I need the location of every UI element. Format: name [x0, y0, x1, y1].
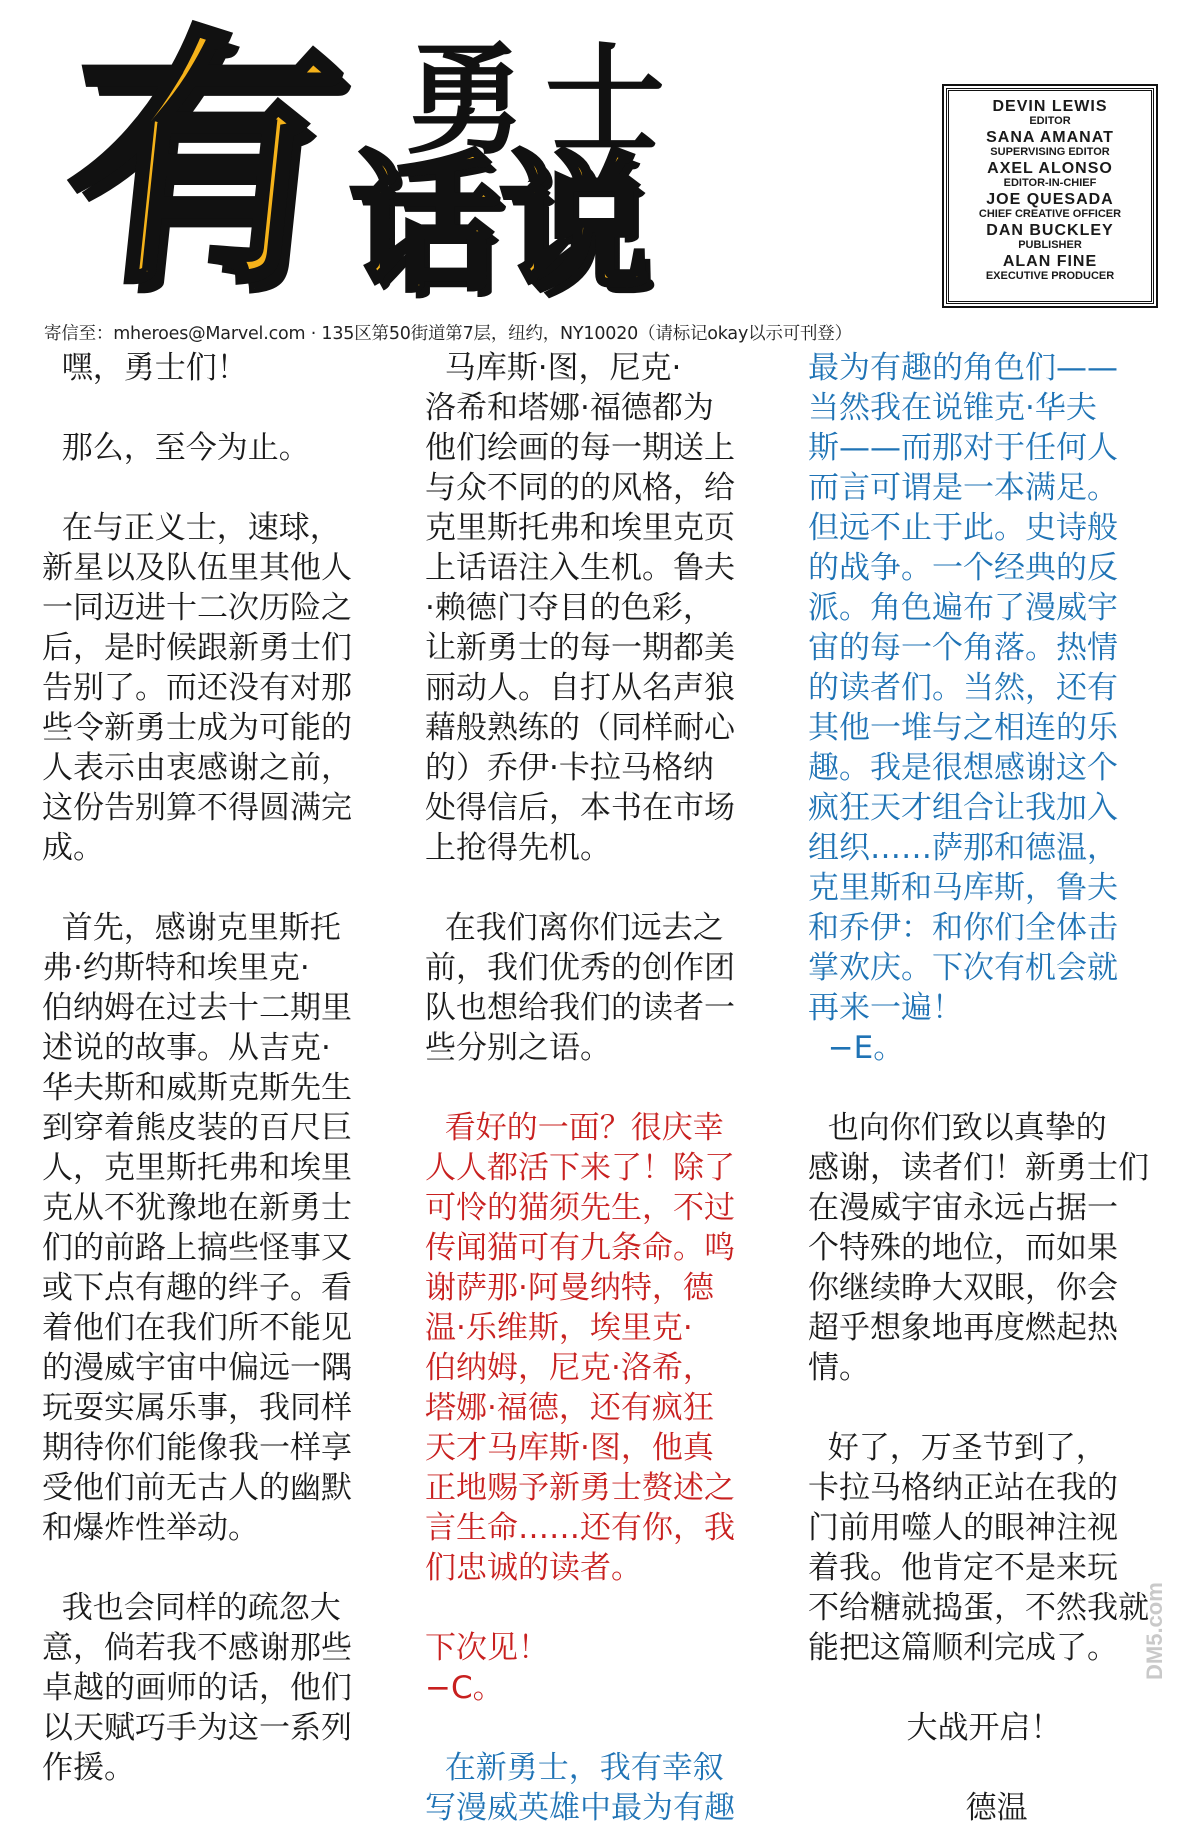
text-line: 们的前路上搞些怪事又	[42, 1230, 352, 1266]
text-line: 伯纳姆在过去十二期里	[42, 990, 352, 1026]
text-line: −E。	[808, 1030, 905, 1066]
text-line: 前，我们优秀的创作团	[425, 950, 735, 986]
text-line: 受他们前无古人的幽默	[42, 1470, 352, 1506]
text-line: 克里斯托弗和埃里克页	[425, 510, 735, 546]
credit-role: EXECUTIVE PRODUCER	[985, 270, 1115, 282]
text-line: 温·乐维斯，埃里克·	[425, 1310, 693, 1346]
text-line: 情。	[808, 1350, 870, 1386]
credit-name: AXEL ALONSO	[987, 160, 1113, 177]
text-line: 们忠诚的读者。	[425, 1550, 642, 1586]
text-line: 斯——而那对于任何人	[808, 430, 1118, 466]
text-line	[425, 868, 790, 908]
credit-role: EDITOR	[1029, 115, 1071, 127]
text-line: 作援。	[42, 1750, 135, 1786]
text-line: 些分别之语。	[425, 1030, 611, 1066]
text-line: 这份告别算不得圆满完	[42, 790, 352, 826]
text-line: 的读者们。当然，还有	[808, 670, 1118, 706]
credit-name: JOE QUESADA	[986, 191, 1114, 208]
text-line: 人，克里斯托弗和埃里	[42, 1150, 352, 1186]
text-line: 一同迈进十二次历险之	[42, 590, 352, 626]
text-line: 首先，感谢克里斯托	[42, 910, 341, 946]
text-line: 着他们在我们所不能见	[42, 1310, 352, 1346]
text-line: 派。角色遍布了漫威宇	[808, 590, 1118, 626]
text-line: 新星以及队伍里其他人	[42, 550, 352, 586]
text-line: 下次见！	[425, 1630, 549, 1666]
text-line: 我也会同样的疏忽大	[42, 1590, 341, 1626]
text-line: 伯纳姆，尼克·洛希，	[425, 1350, 714, 1386]
text-line: 看好的一面？很庆幸	[425, 1110, 724, 1146]
text-line	[808, 1388, 1168, 1428]
text-line: 藉般熟练的（同样耐心	[425, 710, 735, 746]
text-line: 掌欢庆。下次有机会就	[808, 950, 1118, 986]
text-line: 趣。我是很想感谢这个	[808, 750, 1118, 786]
text-line: 马库斯·图，尼克·	[425, 350, 682, 386]
column-3	[808, 348, 1168, 1828]
text-line: 意，倘若我不感谢那些	[42, 1630, 352, 1666]
text-line: 让新勇士的每一期都美	[425, 630, 735, 666]
text-line: 期待你们能像我一样享	[42, 1430, 352, 1466]
text-line	[425, 1588, 790, 1628]
text-line: 克从不犹豫地在新勇士	[42, 1190, 352, 1226]
credit-name: DAN BUCKLEY	[986, 222, 1114, 239]
text-line	[808, 1748, 1168, 1788]
text-line: 的漫威宇宙中偏远一隅	[42, 1350, 352, 1386]
text-line: 队也想给我们的读者一	[425, 990, 735, 1026]
text-line	[808, 1068, 1168, 1108]
text-line: 上话语注入生机。鲁夫	[425, 550, 735, 586]
credit-name: DEVIN LEWIS	[992, 98, 1108, 115]
text-line: 最为有趣的角色们——	[808, 350, 1118, 386]
text-line: 与众不同的的风格，给	[425, 470, 735, 506]
text-line: 在新勇士，我有幸叙	[425, 1750, 724, 1786]
text-line: 门前用噬人的眼神注视	[808, 1510, 1118, 1546]
text-line: 那么，至今为止。	[42, 430, 310, 466]
text-line: 你继续睁大双眼，你会	[808, 1270, 1118, 1306]
text-line: 卓越的画师的话，他们	[42, 1670, 352, 1706]
text-line: 克里斯和马库斯，鲁夫	[808, 870, 1118, 906]
mailing-address: 寄信至：mheroes@Marvel.com · 135区第50街道第7层，纽约，NY10020（请标记okay以示可刊登）	[44, 324, 852, 344]
text-line: 组织……萨那和德温，	[808, 830, 1118, 866]
text-line: 弗·约斯特和埃里克·	[42, 950, 310, 986]
text-line: 不给糖就捣蛋，不然我就	[808, 1590, 1149, 1626]
text-line: 些令新勇士成为可能的	[42, 710, 352, 746]
text-line: 他们绘画的每一期送上	[425, 430, 735, 466]
page-header	[0, 0, 1200, 344]
text-line: 但远不止于此。史诗般	[808, 510, 1118, 546]
text-line: 丽动人。自打从名声狼	[425, 670, 735, 706]
text-line: 大战开启！	[808, 1710, 1062, 1746]
text-line: 超乎想象地再度燃起热	[808, 1310, 1118, 1346]
text-line	[42, 468, 402, 508]
text-line: 再来一遍！	[808, 990, 963, 1026]
text-line: 言生命……还有你，我	[425, 1510, 735, 1546]
text-line	[42, 868, 402, 908]
text-line: 塔娜·福德，还有疯狂	[425, 1390, 714, 1426]
text-line: 洛希和塔娜·福德都为	[425, 390, 714, 426]
text-line: 成。	[42, 830, 104, 866]
text-line	[42, 1548, 402, 1588]
credit-name: SANA AMANAT	[986, 129, 1114, 146]
text-line: 个特殊的地位，而如果	[808, 1230, 1118, 1266]
text-line: 着我。他肯定不是来玩	[808, 1550, 1118, 1586]
text-line: 或下点有趣的绊子。看	[42, 1270, 352, 1306]
credit-role: CHIEF CREATIVE OFFICER	[978, 208, 1122, 220]
text-line: 疯狂天才组合让我加入	[808, 790, 1118, 826]
credit-role: SUPERVISING EDITOR	[990, 146, 1110, 158]
text-line: ·赖德门夺目的色彩，	[425, 590, 714, 626]
paragraph-gap	[425, 1708, 790, 1748]
text-line: 在漫威宇宙永远占据一	[808, 1190, 1118, 1226]
text-line: 能把这篇顺利完成了。	[808, 1630, 1118, 1666]
text-line: 后，是时候跟新勇士们	[42, 630, 352, 666]
text-line: 宙的每一个角落。热情	[808, 630, 1118, 666]
logo-character-huashuo: 话说	[350, 138, 651, 312]
text-line: 和乔伊：和你们全体击	[808, 910, 1118, 946]
column-2	[425, 348, 790, 1828]
logo-character-you: 有	[51, 5, 355, 320]
text-line: 述说的故事。从吉克·	[42, 1030, 331, 1066]
text-line: 天才马库斯·图，他真	[425, 1430, 714, 1466]
credit-name: ALAN FINE	[1002, 253, 1098, 270]
text-line: 华夫斯和威斯克斯先生	[42, 1070, 352, 1106]
text-line: 写漫威英雄中最为有趣	[425, 1790, 735, 1826]
text-line: 处得信后，本书在市场	[425, 790, 735, 826]
text-line: 到穿着熊皮装的百尺巨	[42, 1110, 352, 1146]
text-line: −C。	[425, 1670, 504, 1706]
text-line: 玩耍实属乐事，我同样	[42, 1390, 352, 1426]
text-line: 上抢得先机。	[425, 830, 611, 866]
text-line	[42, 388, 402, 428]
text-line: 好了，万圣节到了，	[808, 1430, 1107, 1466]
credits-box	[946, 88, 1154, 304]
text-line	[808, 1668, 1168, 1708]
paragraph-gap	[425, 1068, 790, 1108]
column-1	[42, 348, 402, 1788]
text-line: 也向你们致以真挚的	[808, 1110, 1107, 1146]
text-line: 告别了。而还没有对那	[42, 670, 352, 706]
watermark: DM5.com	[1142, 1582, 1167, 1680]
credit-role: EDITOR-IN-CHIEF	[1003, 177, 1097, 189]
text-line: 人人都活下来了！除了	[425, 1150, 735, 1186]
text-line: 可怜的猫须先生，不过	[425, 1190, 735, 1226]
text-line: 谢萨那·阿曼纳特，德	[425, 1270, 714, 1306]
text-line: 在与正义士，速球，	[42, 510, 341, 546]
text-line: 感谢，读者们！新勇士们	[808, 1150, 1149, 1186]
text-line: 在我们离你们远去之	[425, 910, 724, 946]
text-line: 传闻猫可有九条命。鸣	[425, 1230, 735, 1266]
text-line: 卡拉马格纳正站在我的	[808, 1470, 1118, 1506]
text-line: 人表示由衷感谢之前，	[42, 750, 352, 786]
text-line: 的）乔伊·卡拉马格纳	[425, 750, 714, 786]
text-line: 正地赐予新勇士赘述之	[425, 1470, 735, 1506]
text-line: 德温	[808, 1790, 1028, 1826]
text-line: 和爆炸性举动。	[42, 1510, 259, 1546]
text-line: 以天赋巧手为这一系列	[42, 1710, 352, 1746]
credit-role: PUBLISHER	[1018, 239, 1082, 251]
text-line: 嘿，勇士们！	[42, 350, 248, 386]
text-line: 其他一堆与之相连的乐	[808, 710, 1118, 746]
text-line: 当然我在说锥克·华夫	[808, 390, 1097, 426]
text-line: 的战争。一个经典的反	[808, 550, 1118, 586]
text-line: 而言可谓是一本满足。	[808, 470, 1118, 506]
logo-character-yongshi: 勇士	[405, 32, 685, 171]
